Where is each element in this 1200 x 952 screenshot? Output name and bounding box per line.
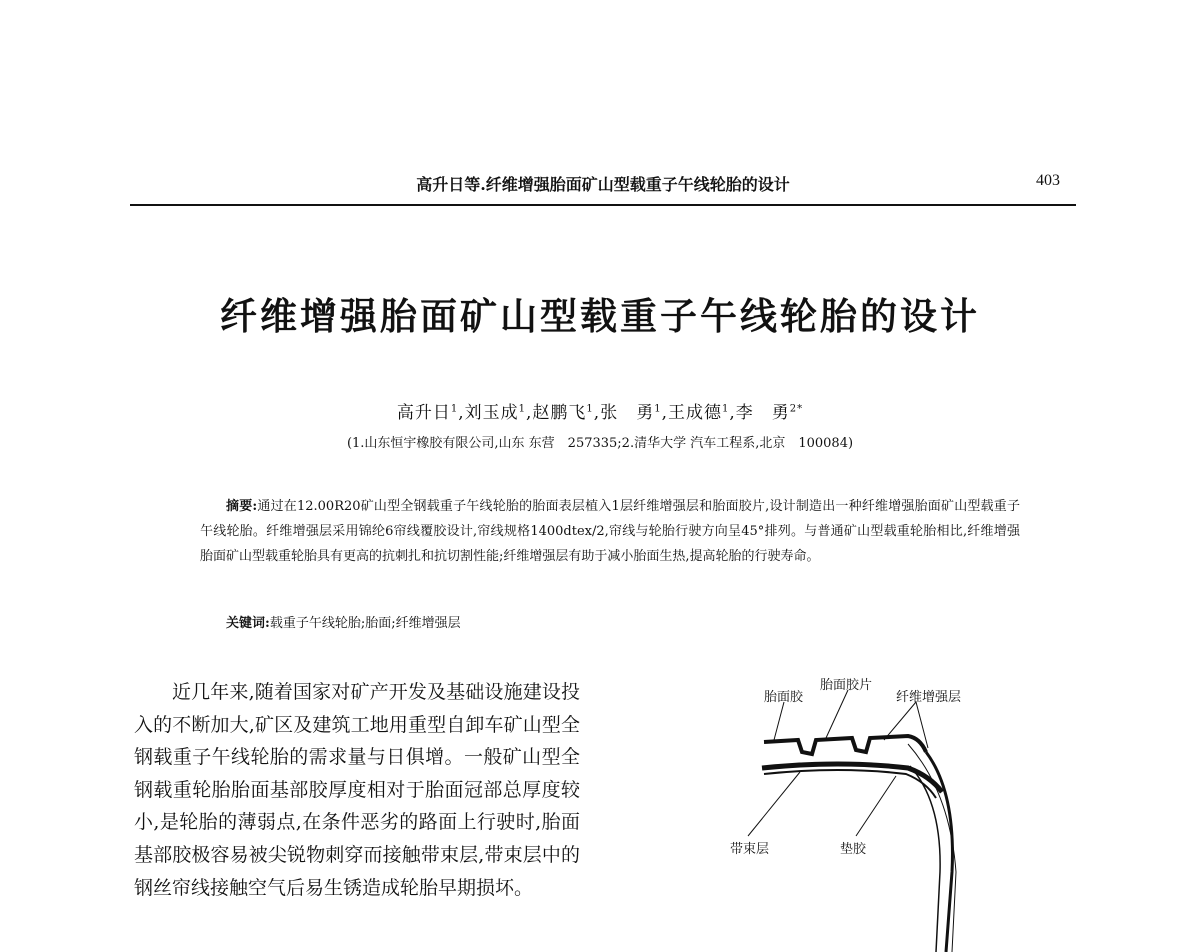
- body-paragraph: 近几年来,随着国家对矿产开发及基础设施建设投入的不断加大,矿区及建筑工地用重型自卸车矿山型全钢载重子午线轮胎的需求量与日俱增。一般矿山型全钢载重轮胎胎面基部胶厚度相对于胎面冠部总厚度较小,是轮胎的薄弱点,在条件恶劣的路面上行驶时,胎面基部胶极容易被尖锐物刺穿而接触带束层,带束层中的钢丝帘线接触空气后易生锈造成轮胎早期损坏。: [134, 681, 580, 899]
- author-affiliation-mark: 1: [721, 403, 730, 415]
- author: 张 勇$^1$: [600, 403, 662, 423]
- tire-cross-section-figure: [720, 672, 1010, 952]
- author: 刘玉成$^1$: [464, 403, 527, 423]
- abstract: [200, 494, 1020, 569]
- leader-cushion: [856, 776, 896, 836]
- label-cushion: 垫胶: [840, 842, 867, 857]
- running-title: 高升日等.纤维增强胎面矿山型载重子午线轮胎的设计: [416, 175, 790, 194]
- author-affiliation-mark: 1: [450, 403, 459, 415]
- author-affiliation-mark: 1: [586, 403, 594, 415]
- author-separator: ,: [593, 403, 601, 423]
- leader-fiber-1: [884, 702, 916, 740]
- author-separator: ,: [526, 403, 533, 423]
- keywords-text: 载重子午线轮胎;胎面;纤维增强层: [269, 616, 461, 631]
- author: 李 勇$^{2*}$: [735, 403, 804, 423]
- label-fiber-layer: 纤维增强层: [896, 690, 962, 705]
- article-title: 纤维增强胎面矿山型载重子午线轮胎的设计: [220, 295, 980, 338]
- author-affiliation-mark: 1: [654, 403, 662, 415]
- author-affiliation-mark: 1: [518, 403, 527, 415]
- abstract-text: 通过在12.00R20矿山型全钢载重子午线轮胎的胎面表层植入1层纤维增强层和胎面胶片,设计制造出一种纤维增强胎面矿山型载重子午线轮胎。纤维增强层采用锦纶6帘线覆胶设计,帘线规格1400dtex/2,帘线与轮胎行驶方向呈45°排列。与普通矿山型载重轮胎相比,纤维增强胎面矿山型载重轮胎具有更高的抗刺扎和抗切割性能;纤维增强层有助于减小胎面生热,提高轮胎的行驶寿命。: [200, 499, 1020, 564]
- keywords: [226, 612, 461, 631]
- author-list: [0, 398, 1200, 423]
- keywords-label: 关键词:: [226, 616, 270, 631]
- leader-belt: [748, 772, 800, 836]
- author-separator: ,: [661, 403, 668, 423]
- tire-drawing: [720, 672, 1010, 952]
- label-belt: 带束层: [730, 842, 770, 857]
- sidewall-inner: [910, 766, 940, 952]
- running-head: [130, 168, 1076, 206]
- abstract-label: 摘要:: [226, 499, 258, 514]
- affiliation: (1.山东恒宇橡胶有限公司,山东 东营 257335;2.清华大学 汽车工程系,北京 100084): [346, 436, 854, 451]
- author-separator: ,: [729, 403, 736, 423]
- author: 高升日$^1$: [396, 403, 459, 423]
- body-text: [134, 676, 580, 904]
- author-separator: ,: [458, 403, 465, 423]
- leader-tread-sheet: [826, 690, 848, 738]
- leader-tread-rubber: [774, 702, 784, 740]
- label-tread-sheet: 胎面胶片: [820, 678, 873, 693]
- author: 赵鹏飞$^1$: [532, 403, 594, 423]
- label-tread-rubber: 胎面胶: [764, 690, 804, 705]
- author: 王成德$^1$: [667, 403, 730, 423]
- page-number: 403: [1036, 172, 1060, 189]
- tread-profile: [764, 736, 926, 754]
- author-affiliation-mark: 2*: [789, 403, 804, 415]
